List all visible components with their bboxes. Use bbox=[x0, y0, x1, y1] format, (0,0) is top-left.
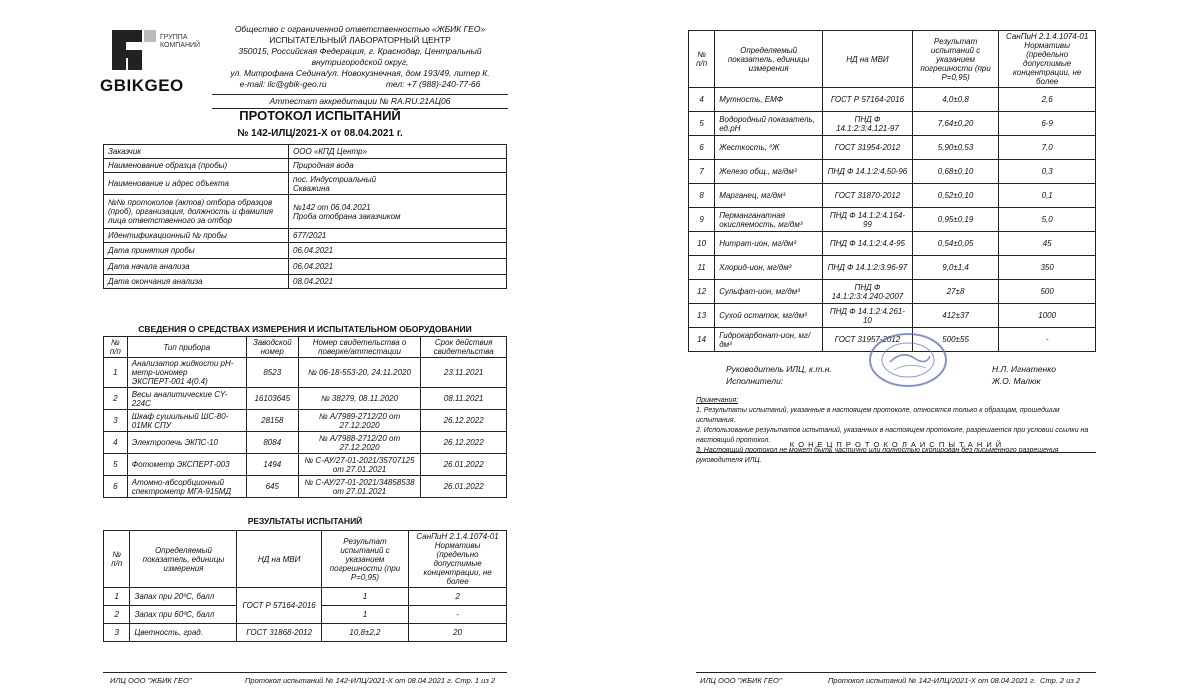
results-header: № п/п bbox=[104, 531, 130, 588]
equipment-cell: 26.12.2022 bbox=[421, 432, 507, 454]
org-address-1: 350015, Российская Федерация, г. Краснодар, Центральный внутригородской округ, bbox=[238, 46, 482, 67]
results-cell: Хлорид-ион, мг/дм³ bbox=[715, 256, 823, 280]
results-cell: 12 bbox=[689, 280, 715, 304]
results-cell: 4 bbox=[689, 88, 715, 112]
results-cell: Мутность, ЕМФ bbox=[715, 88, 823, 112]
info-value: 06.04.2021 bbox=[289, 243, 507, 259]
results-cell: ПНД Ф 14.1:2:4.261-10 bbox=[823, 304, 913, 328]
info-value: 06.04.2021 bbox=[289, 259, 507, 275]
info-label: Заказчик bbox=[104, 145, 289, 159]
results-cell: Нитрат-ион, мг/дм³ bbox=[715, 232, 823, 256]
org-address-2: ул. Митрофана Седина/ул. Новокузнечная, дом 193/49, литер К. bbox=[230, 68, 490, 78]
results-table-p2 bbox=[688, 30, 1096, 352]
results-cell: Перманганатная окисляемость, мг/дм³ bbox=[715, 208, 823, 232]
results-cell: 5 bbox=[689, 112, 715, 136]
results-cell: ПНД Ф 14.1:2:4.154-99 bbox=[823, 208, 913, 232]
results-cell: 9 bbox=[689, 208, 715, 232]
results-cell: 3 bbox=[104, 624, 130, 642]
results-cell: 10,8±2,2 bbox=[321, 624, 408, 642]
results-cell: 0,3 bbox=[999, 160, 1096, 184]
results-cell: Гидрокарбонат-ион, мг/дм³ bbox=[715, 328, 823, 352]
info-row bbox=[104, 159, 507, 173]
equipment-cell: 3 bbox=[104, 410, 128, 432]
results-cell: 0,68±0,10 bbox=[912, 160, 998, 184]
equipment-cell: № А/7989-2712/20 от 27.12.2020 bbox=[298, 410, 420, 432]
results-cell: Марганец, мг/дм³ bbox=[715, 184, 823, 208]
footer-org-p1: ИЛЦ ООО "ЖБИК ГЕО" bbox=[110, 676, 192, 685]
exec-label: Исполнители: bbox=[726, 376, 784, 386]
info-row bbox=[104, 229, 507, 243]
results-row bbox=[689, 280, 1096, 304]
info-label: Идентификационный № пробы bbox=[104, 229, 289, 243]
equipment-cell: 2 bbox=[104, 388, 128, 410]
results-cell: 7 bbox=[689, 160, 715, 184]
equipment-row bbox=[104, 454, 507, 476]
footer-protocol-p2: Протокол испытаний № 142-ИЛЦ/2021-Х от 08.04.2021 г. bbox=[828, 676, 1036, 685]
results-row bbox=[689, 184, 1096, 208]
results-cell: 500 bbox=[999, 280, 1096, 304]
results-cell: 1 bbox=[321, 588, 408, 606]
equipment-cell: № С-АУ/27-01-2021/34858538 от 27.01.2021 bbox=[298, 476, 420, 498]
stamp bbox=[868, 332, 948, 388]
results-cell: 6-9 bbox=[999, 112, 1096, 136]
info-value: №142 от 06.04.2021 Проба отобрана заказчиком bbox=[289, 195, 507, 229]
info-row bbox=[104, 243, 507, 259]
info-value: пос. Индустриальный Скважина bbox=[289, 173, 507, 195]
results-cell: ПНД Ф 14.1:2:3.96-97 bbox=[823, 256, 913, 280]
results-cell: 11 bbox=[689, 256, 715, 280]
equipment-table bbox=[103, 336, 507, 498]
results-cell: 14 bbox=[689, 328, 715, 352]
info-value: 677/2021 bbox=[289, 229, 507, 243]
logo-sub-2: КОМПАНИЙ bbox=[160, 42, 201, 49]
results-cell: ПНД Ф 14.1:2:4.50-96 bbox=[823, 160, 913, 184]
info-row bbox=[104, 259, 507, 275]
equipment-cell: 8523 bbox=[246, 358, 298, 388]
page-2 bbox=[600, 0, 1200, 700]
notes bbox=[696, 396, 1096, 466]
results-header: СанПиН 2.1.4.1074-01 Нормативы (предельно допустимые концентрации, не более bbox=[999, 31, 1096, 88]
results-cell: Жесткость, ºЖ bbox=[715, 136, 823, 160]
results-cell: ГОСТ Р 57164-2016 bbox=[237, 588, 321, 624]
equipment-header: Тип прибора bbox=[127, 337, 246, 358]
equipment-cell: Анализатор жидкости рН-метр-иономер ЭКСПЕРТ-001 4(0.4) bbox=[127, 358, 246, 388]
results-cell: Запах при 60ºС, балл bbox=[130, 606, 237, 624]
results-cell: Запах при 20ºС, балл bbox=[130, 588, 237, 606]
results-row bbox=[689, 88, 1096, 112]
results-cell: ПНД Ф 14.1:2:3:4.240-2007 bbox=[823, 280, 913, 304]
results-row bbox=[689, 136, 1096, 160]
results-cell: ГОСТ 31870-2012 bbox=[823, 184, 913, 208]
results-cell: 0,54±0,05 bbox=[912, 232, 998, 256]
note-1: 1. Результаты испытаний, указанные в настоящем протоколе, относятся только к образцам, прошедшим испытания. bbox=[696, 407, 1060, 424]
results-header: Результат испытаний с указанием погрешности (при Р=0,95) bbox=[912, 31, 998, 88]
info-row bbox=[104, 195, 507, 229]
info-row bbox=[104, 145, 507, 159]
results-cell: 0,52±0,10 bbox=[912, 184, 998, 208]
results-cell: 1 bbox=[321, 606, 408, 624]
results-header: № п/п bbox=[689, 31, 715, 88]
equipment-cell: № С-АУ/27-01-2021/35707125 от 27.01.2021 bbox=[298, 454, 420, 476]
equipment-cell: 8084 bbox=[246, 432, 298, 454]
head-label: Руководитель ИЛЦ, к.т.н. bbox=[726, 364, 832, 374]
results-cell: ГОСТ 31868-2012 bbox=[237, 624, 321, 642]
results-cell: Железо общ., мг/дм³ bbox=[715, 160, 823, 184]
equipment-row bbox=[104, 388, 507, 410]
notes-title: Примечания: bbox=[696, 397, 739, 404]
equipment-cell: 5 bbox=[104, 454, 128, 476]
results-table-p1 bbox=[103, 530, 507, 642]
results-row bbox=[689, 160, 1096, 184]
exec-name: Ж.О. Малюк bbox=[992, 376, 1041, 386]
results-cell: 1000 bbox=[999, 304, 1096, 328]
results-cell: 2,6 bbox=[999, 88, 1096, 112]
info-value: 08.04.2021 bbox=[289, 275, 507, 289]
equipment-cell: 26.12.2022 bbox=[421, 410, 507, 432]
info-value: Природная вода bbox=[289, 159, 507, 173]
equipment-cell: 26.01.2022 bbox=[421, 454, 507, 476]
results-cell: 350 bbox=[999, 256, 1096, 280]
accreditation: Аттестат аккредитации № RA.RU.21АЦ06 bbox=[269, 96, 451, 106]
footer-org-p2: ИЛЦ ООО "ЖБИК ГЕО" bbox=[700, 676, 782, 685]
results-cell: ПНД Ф 14.1:2:3:4.121-97 bbox=[823, 112, 913, 136]
results-row bbox=[689, 232, 1096, 256]
protocol-number: № 142-ИЛЦ/2021-Х от 08.04.2021 г. bbox=[237, 128, 403, 139]
info-row bbox=[104, 275, 507, 289]
results-header: Определяемый показатель, единицы измерения bbox=[715, 31, 823, 88]
results-cell: 6 bbox=[689, 136, 715, 160]
results-row bbox=[689, 112, 1096, 136]
results-cell: ГОСТ 31954-2012 bbox=[823, 136, 913, 160]
org-name: Общество с ограниченной ответственностью «ЖБИК ГЕО» bbox=[234, 24, 486, 34]
logo-text: GBIKGEO bbox=[100, 76, 184, 95]
equipment-header: Срок действия свидетельства bbox=[421, 337, 507, 358]
equipment-header: Заводской номер bbox=[246, 337, 298, 358]
results-cell: Цветность, град. bbox=[130, 624, 237, 642]
logo-sub-1: ГРУППА bbox=[160, 34, 188, 41]
results-cell: - bbox=[999, 328, 1096, 352]
results-cell: 20 bbox=[409, 624, 507, 642]
results-header: НД на МВИ bbox=[237, 531, 321, 588]
org-header bbox=[210, 24, 510, 90]
results-cell: 0,95±0,19 bbox=[912, 208, 998, 232]
info-label: Дата принятия пробы bbox=[104, 243, 289, 259]
results-cell: 4,0±0,8 bbox=[912, 88, 998, 112]
results-header: Определяемый показатель, единицы измерения bbox=[130, 531, 237, 588]
head-name: Н.Л. Игнатенко bbox=[992, 364, 1056, 374]
equipment-cell: 645 bbox=[246, 476, 298, 498]
results-cell: 7,64±0,20 bbox=[912, 112, 998, 136]
company-logo bbox=[100, 26, 210, 106]
equipment-cell: Электропечь ЭКПС-10 bbox=[127, 432, 246, 454]
results-row bbox=[104, 588, 507, 606]
equipment-cell: Атомно-абсорбционный спектрометр МГА-915МД bbox=[127, 476, 246, 498]
results-row bbox=[104, 624, 507, 642]
results-cell: 5,90±0,53 bbox=[912, 136, 998, 160]
org-center: ИСПЫТАТЕЛЬНЫЙ ЛАБОРАТОРНЫЙ ЦЕНТР bbox=[269, 35, 451, 45]
note-3: 3. Настоящий протокол не может быть частично или полностью скопирован без письменного разрешения руководителя ИЛЦ. bbox=[696, 447, 1059, 464]
results-header: Результат испытаний с указанием погрешности (при Р=0,95) bbox=[321, 531, 408, 588]
results-cell: ПНД Ф 14.1:2:4.4-95 bbox=[823, 232, 913, 256]
equipment-title: СВЕДЕНИЯ О СРЕДСТВАХ ИЗМЕРЕНИЯ И ИСПЫТАТЕЛЬНОМ ОБОРУДОВАНИИ bbox=[138, 324, 472, 334]
equipment-cell: 1494 bbox=[246, 454, 298, 476]
info-label: Дата окончания анализа bbox=[104, 275, 289, 289]
equipment-row bbox=[104, 410, 507, 432]
results-cell: Водородный показатель, ед.рН bbox=[715, 112, 823, 136]
equipment-cell: Весы аналитические CY-224C bbox=[127, 388, 246, 410]
results-cell: 7,0 bbox=[999, 136, 1096, 160]
results-cell: 2 bbox=[409, 588, 507, 606]
results-cell: 10 bbox=[689, 232, 715, 256]
org-email: e-mail: ilc@gbik-geo.ru bbox=[239, 79, 327, 89]
equipment-row bbox=[104, 432, 507, 454]
equipment-cell: 08.11.2021 bbox=[421, 388, 507, 410]
results-title-p1: РЕЗУЛЬТАТЫ ИСПЫТАНИЙ bbox=[247, 516, 363, 526]
results-row bbox=[689, 304, 1096, 328]
results-cell: 9,0±1,4 bbox=[912, 256, 998, 280]
results-cell: Сульфат-ион, мг/дм³ bbox=[715, 280, 823, 304]
org-phone: тел: +7 (988)-240-77-66 bbox=[385, 79, 481, 89]
results-header: НД на МВИ bbox=[823, 31, 913, 88]
protocol-title: ПРОТОКОЛ ИСПЫТАНИЙ bbox=[239, 108, 401, 123]
footer-page-p2: Стр. 2 из 2 bbox=[1040, 676, 1081, 685]
equipment-cell: 23.11.2021 bbox=[421, 358, 507, 388]
info-label: Наименование и адрес объекта bbox=[104, 173, 289, 195]
results-cell: 412±37 bbox=[912, 304, 998, 328]
results-cell: 1 bbox=[104, 588, 130, 606]
note-2: 2. Использование результатов испытаний, указанных в настоящем протоколе, разрешается при условии ссылки на настоящий протокол. bbox=[696, 427, 1089, 444]
footer-page-p1: Стр. 1 из 2 bbox=[455, 676, 496, 685]
footer-protocol-p1: Протокол испытаний № 142-ИЛЦ/2021-Х от 08.04.2021 г. bbox=[245, 676, 453, 685]
results-cell: 2 bbox=[104, 606, 130, 624]
equipment-header: № п/п bbox=[104, 337, 128, 358]
info-row bbox=[104, 173, 507, 195]
equipment-cell: № 38279, 08.11.2020 bbox=[298, 388, 420, 410]
equipment-cell: Шкаф сушильный ШС-80-01МК СПУ bbox=[127, 410, 246, 432]
results-row bbox=[689, 256, 1096, 280]
equipment-cell: № А/7988-2712/20 от 27.12.2020 bbox=[298, 432, 420, 454]
info-label: Наименование образца (пробы) bbox=[104, 159, 289, 173]
results-cell: - bbox=[409, 606, 507, 624]
results-cell: Сухой остаток, мг/дм³ bbox=[715, 304, 823, 328]
equipment-cell: 16103645 bbox=[246, 388, 298, 410]
info-table bbox=[103, 144, 507, 289]
results-header: СанПиН 2.1.4.1074-01 Нормативы (предельно допустимые концентрации, не более bbox=[409, 531, 507, 588]
equipment-cell: Фотометр ЭКСПЕРТ-003 bbox=[127, 454, 246, 476]
results-cell: 500±55 bbox=[912, 328, 998, 352]
results-cell: ГОСТ Р 57164-2016 bbox=[823, 88, 913, 112]
results-cell: 8 bbox=[689, 184, 715, 208]
info-label: Дата начала анализа bbox=[104, 259, 289, 275]
equipment-cell: 28158 bbox=[246, 410, 298, 432]
results-cell: 13 bbox=[689, 304, 715, 328]
results-cell: 27±8 bbox=[912, 280, 998, 304]
equipment-row bbox=[104, 358, 507, 388]
results-cell: 0,1 bbox=[999, 184, 1096, 208]
equipment-cell: № 06-18-553-20, 24.11.2020 bbox=[298, 358, 420, 388]
logo-subtitle bbox=[160, 34, 200, 50]
results-cell: 45 bbox=[999, 232, 1096, 256]
end-of-protocol: К О Н Е Ц П Р О Т О К О Л А И С П Ы Т А Н И Й bbox=[789, 440, 1003, 449]
results-cell: ГОСТ 31957-2012 bbox=[823, 328, 913, 352]
equipment-cell: 6 bbox=[104, 476, 128, 498]
equipment-cell: 1 bbox=[104, 358, 128, 388]
info-label: №№ протоколов (актов) отбора образцов (проб), организация, должность и фамилия лица ответственного за отбор bbox=[104, 195, 289, 229]
info-value: ООО «КПД Центр» bbox=[289, 145, 507, 159]
equipment-header: Номер свидетельства о поверке/аттестации bbox=[298, 337, 420, 358]
results-row bbox=[689, 208, 1096, 232]
equipment-cell: 26.01.2022 bbox=[421, 476, 507, 498]
equipment-cell: 4 bbox=[104, 432, 128, 454]
results-cell: 5,0 bbox=[999, 208, 1096, 232]
equipment-row bbox=[104, 476, 507, 498]
